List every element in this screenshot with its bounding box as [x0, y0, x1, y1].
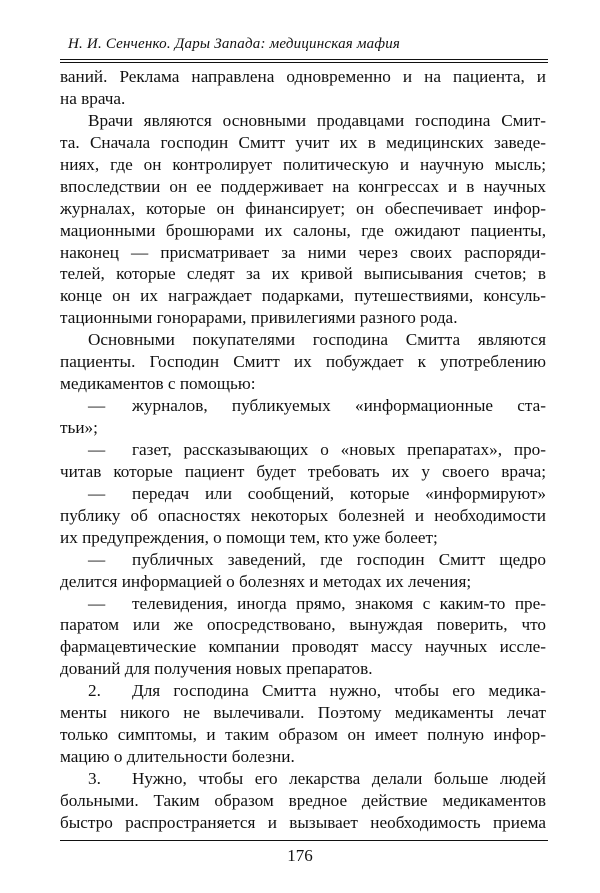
text-line: мационными брошюрами их салоны, где ожидают пациенты,	[60, 220, 546, 240]
text-line: наконец — присматривает за ними через своих распоряди-	[60, 242, 546, 262]
text-line	[60, 680, 546, 702]
list-dash: —	[88, 593, 106, 613]
header-rule-bottom	[60, 62, 548, 63]
text-line	[60, 483, 546, 505]
line-text: телевидения, иногда прямо, знакомя с каким-то пре-	[132, 593, 546, 613]
text-line: дований для получения новых препаратов.	[60, 659, 373, 679]
page-number: 176	[287, 846, 313, 865]
text-line: медикаментов с помощью:	[60, 374, 256, 394]
text-line: делится информацией о болезнях и методах их лечения;	[60, 571, 472, 591]
running-head: Н. И. Сенченко. Дары Запада: медицинская мафия	[68, 36, 401, 52]
text-line: на врача.	[60, 88, 126, 108]
text-line: конце он их награждает подарками, путешествиями, консуль-	[60, 286, 546, 306]
list-number: 2.	[88, 681, 101, 701]
text-line: ниях, где он контролирует политическую и научную мысль;	[60, 154, 546, 174]
text-line: та. Сначала господин Смитт учит их в медицинских заведе-	[60, 132, 546, 152]
text-line	[60, 549, 546, 571]
text-line: публику об опасностях некоторых болезней и необходимости	[60, 505, 546, 525]
line-text: Нужно, чтобы его лекарства делали больше людей	[132, 769, 546, 788]
list-dash: —	[88, 439, 106, 459]
list-dash: —	[88, 396, 106, 416]
text-line: Врачи являются основными продавцами господина Смит-	[88, 110, 546, 130]
list-dash: —	[88, 549, 106, 569]
text-line: Основными покупателями господина Смитта являются	[88, 330, 546, 350]
text-line: тьи»;	[60, 418, 98, 437]
body-text	[60, 66, 546, 834]
text-line: их предупреждения, о помощи тем, кто уже болеет;	[60, 527, 438, 547]
text-line: менты никого не вылечивали. Поэтому медикаменты лечат	[60, 703, 546, 723]
text-line: паратом или же опосредствовано, вынуждая поверить, что	[60, 615, 546, 635]
text-line: впоследствии он ее поддерживает на конгрессах и в научных	[60, 176, 546, 196]
text-line	[60, 395, 546, 417]
text-line	[60, 768, 546, 790]
text-line: тационными гонорарами, привилегиями разного рода.	[60, 308, 458, 328]
line-text: журналов, публикуемых «информационные ста-	[132, 396, 546, 416]
text-line	[60, 439, 546, 461]
line-text: передач или сообщений, которые «информируют»	[132, 483, 546, 503]
text-line: пациенты. Господин Смитт их побуждает к употреблению	[60, 352, 546, 372]
header-rule-top	[60, 59, 548, 60]
text-line: читав которые пациент будет требовать их у своего врача;	[60, 461, 546, 481]
text-line: фармацевтические компании проводят массу научных иссле-	[60, 637, 546, 657]
text-line: быстро распространяется и вызывает необходимость приема	[60, 812, 546, 832]
list-dash: —	[88, 483, 106, 503]
text-line: мацию о длительности болезни.	[60, 747, 295, 767]
text-line: больными. Таким образом вредное действие медикаментов	[60, 790, 546, 810]
line-text: Для господина Смитта нужно, чтобы его медика-	[132, 681, 546, 701]
text-line: только симптомы, и таким образом он имеет полную инфор-	[60, 725, 546, 745]
text-line: журналах, которые он финансирует; он обеспечивает инфор-	[60, 198, 546, 218]
text-line: ваний. Реклама направлена одновременно и на пациента, и	[60, 67, 546, 86]
line-text: публичных заведений, где господин Смитт щедро	[132, 549, 546, 569]
list-number: 3.	[88, 769, 101, 788]
text-line	[60, 593, 546, 615]
line-text: газет, рассказывающих о «новых препаратах», про-	[132, 439, 546, 459]
footer-rule	[60, 840, 548, 841]
text-line: телей, которые следят за их кривой выписывания счетов; в	[60, 264, 546, 284]
